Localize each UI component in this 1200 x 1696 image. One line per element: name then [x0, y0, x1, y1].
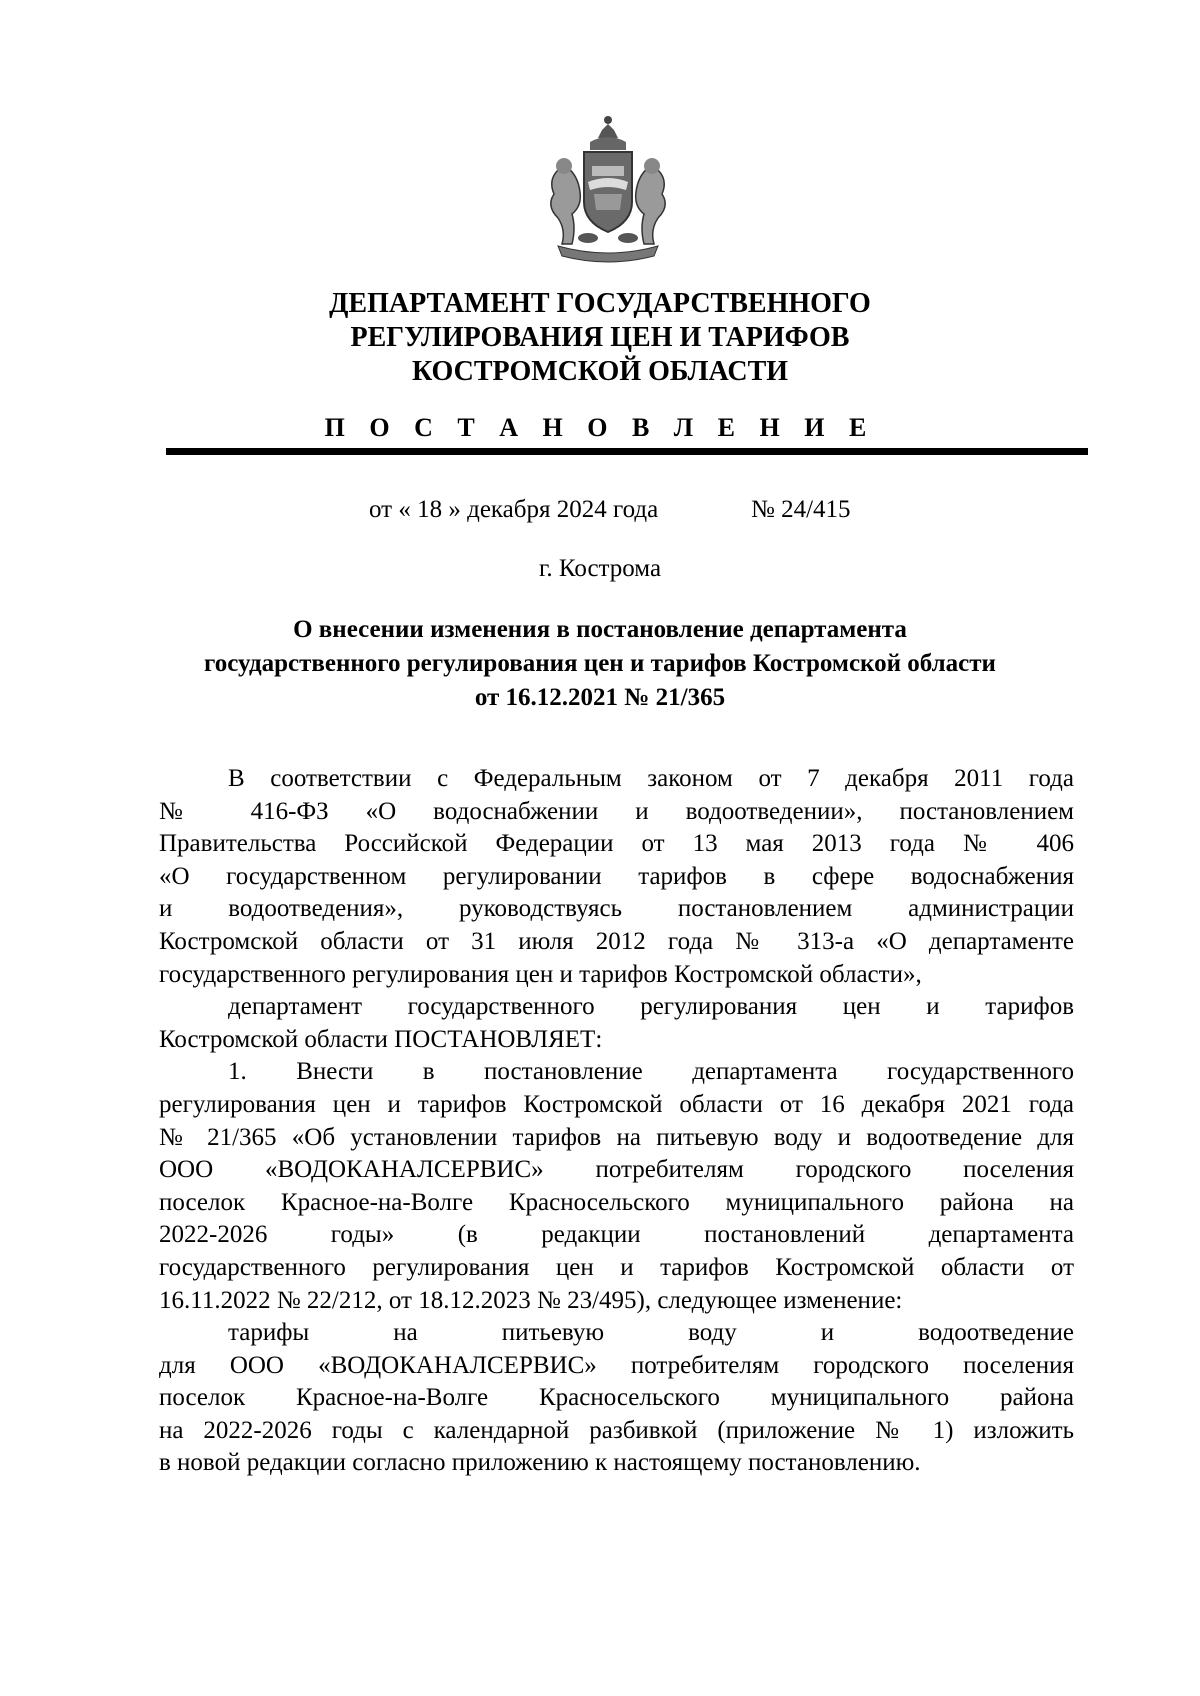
document-city: г. Кострома [538, 555, 662, 582]
department-line-1: ДЕПАРТАМЕНТ ГОСУДАРСТВЕННОГО [329, 288, 871, 319]
body-line: 16.11.2022 № 22/212, от 18.12.2023 № 23/495), следующее изменение: [159, 1286, 903, 1314]
body-line: регулирования цен и тарифов Костромской области от 16 декабря 2021 года [159, 1090, 1074, 1118]
subject-line-3: от 16.12.2021 № 21/365 [474, 684, 726, 711]
body-line: в новой редакции согласно приложению к настоящему постановлению. [159, 1449, 921, 1477]
body-line: государственного регулирования цен и тарифов Костромской области», [159, 960, 922, 988]
body-line: Костромской области ПОСТАНОВЛЯЕТ: [159, 1025, 603, 1053]
subject-line-1: О внесении изменения в постановление департамента [293, 616, 907, 643]
body-line: на 2022-2026 годы с календарной разбивкой (приложение № 1) изложить [159, 1416, 1074, 1444]
document-number: № 24/415 [751, 496, 851, 523]
department-line-2: РЕГУЛИРОВАНИЯ ЦЕН И ТАРИФОВ [350, 322, 850, 353]
body-line: 2022-2026 годы» (в редакции постановлений департамента [159, 1221, 1074, 1249]
body-line: В соответствии с Федеральным законом от 7 декабря 2011 года [228, 765, 1074, 792]
paragraph-tariffs [159, 1317, 1074, 1480]
kostroma-coat-of-arms-icon [528, 110, 688, 270]
paragraph-preamble [159, 763, 1074, 991]
body-line: поселок Красное-на-Волге Красносельского муниципального района [159, 1384, 1074, 1412]
body-line: «О государственном регулировании тарифов в сфере водоснабжения [159, 862, 1074, 890]
paragraph-resolves [159, 991, 1074, 1056]
department-line-3: КОСТРОМСКОЙ ОБЛАСТИ [411, 356, 789, 387]
body-line: ООО «ВОДОКАНАЛСЕРВИС» потребителям городского поселения [159, 1156, 1074, 1184]
body-line: и водоотведения», руководствуясь постановлением администрации [159, 895, 1074, 923]
body-line: Костромской области от 31 июля 2012 года № 313-а «О департаменте [159, 927, 1074, 955]
body-line: Правительства Российской Федерации от 13 мая 2013 года № 406 [159, 830, 1074, 858]
body-line: департамент государственного регулирования цен и тарифов [228, 993, 1074, 1021]
body-line: тарифы на питьевую воду и водоотведение [228, 1319, 1074, 1347]
document-body [159, 763, 1074, 1480]
document-type-heading: П О С Т А Н О В Л Е Н И Е [324, 413, 876, 442]
subject-line-2: государственного регулирования цен и тарифов Костромской области [204, 650, 996, 677]
body-line: 1. Внести в постановление департамента государственного [228, 1058, 1074, 1086]
body-line: № 21/365 «Об установлении тарифов на питьевую воду и водоотведение для [159, 1123, 1074, 1151]
body-line: поселок Красное-на-Волге Красносельского муниципального района на [159, 1188, 1074, 1216]
document-date: от « 18 » декабря 2024 года [369, 496, 659, 523]
body-line: № 416-ФЗ «О водоснабжении и водоотведении», постановлением [159, 797, 1074, 825]
department-name [0, 287, 1200, 389]
header-divider [166, 448, 1088, 455]
paragraph-item-1 [159, 1056, 1074, 1317]
body-line: для ООО «ВОДОКАНАЛСЕРВИС» потребителям городского поселения [159, 1351, 1074, 1379]
body-line: государственного регулирования цен и тарифов Костромской области от [159, 1253, 1074, 1281]
document-subject [0, 613, 1200, 715]
